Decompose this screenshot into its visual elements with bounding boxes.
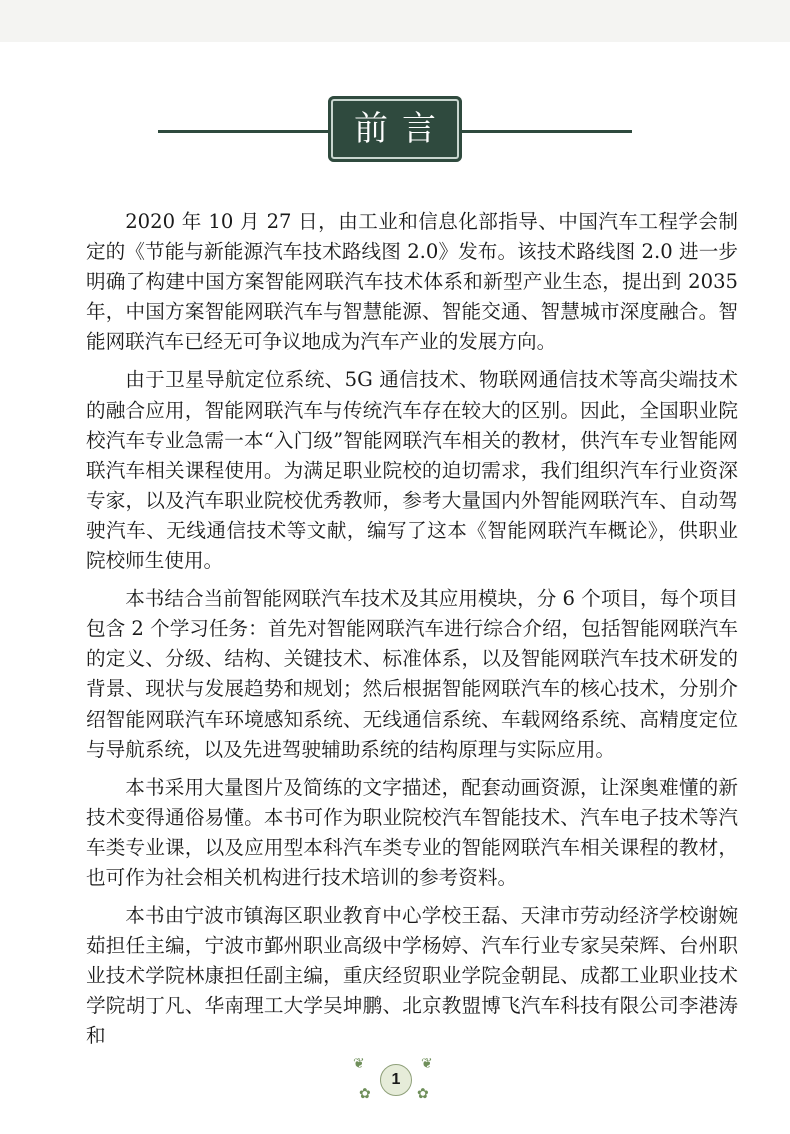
leaf-icon: ✿ [417,1086,429,1102]
page-number: 1 [380,1064,412,1096]
leaf-icon: ❦ [353,1056,365,1072]
paragraph-5: 本书由宁波市镇海区职业教育中心学校王磊、天津市劳动经济学校谢婉茹担任主编，宁波市鄞州职业高级中学杨婷、汽车行业专家吴荣辉、台州职业技术学院林康担任副主编，重庆经贸职业学院金朝昆、成都工业职业技术学院胡丁凡、华南理工大学吴坤鹏、北京教盟博飞汽车科技有限公司李港涛和 [86,904,738,1048]
preface-body [86,207,738,1060]
heading-rule-right [462,130,632,133]
paragraph-1: 2020 年 10 月 27 日，由工业和信息化部指导、中国汽车工程学会制定的《节能与新能源汽车技术路线图 2.0》发布。该技术路线图 2.0 进一步明确了构建中国方案智能网联汽车技术体系和新型产业生态，提出到 2035 年，中国方案智能网联汽车与智慧能源、智能交通、智慧城市深度融合。智能网联汽车已经无可争议地成为汽车产业的发展方向。 [86,210,738,354]
page-top-band [0,0,790,42]
paragraph-3: 本书结合当前智能网联汽车技术及其应用模块，分 6 个项目，每个项目包含 2 个学习任务：首先对智能网联汽车进行综合介绍，包括智能网联汽车的定义、分级、结构、关键技术、标准体系，以及智能网联汽车技术研发的背景、现状与发展趋势和规划；然后根据智能网联汽车的核心技术，分别介绍智能网联汽车环境感知系统、无线通信系统、车载网络系统、高精度定位与导航系统，以及先进驾驶辅助系统的结构原理与实际应用。 [86,587,738,761]
page-number-ornament [345,1052,445,1112]
heading-rule-left [158,130,328,133]
leaf-icon: ✿ [359,1086,371,1102]
paragraph-2: 由于卫星导航定位系统、5G 通信技术、物联网通信技术等高尖端技术的融合应用，智能网联汽车与传统汽车存在较大的区别。因此，全国职业院校汽车专业急需一本“入门级”智能网联汽车相关的教材，供汽车专业智能网联汽车相关课程使用。为满足职业院校的迫切需求，我们组织汽车行业资深专家，以及汽车职业院校优秀教师，参考大量国内外智能网联汽车、自动驾驶汽车、无线通信技术等文献，编写了这本《智能网联汽车概论》，供职业院校师生使用。 [86,368,738,573]
page-title: 前言 [328,96,462,162]
paragraph-4: 本书采用大量图片及简练的文字描述，配套动画资源，让深奥难懂的新技术变得通俗易懂。本书可作为职业院校汽车智能技术、汽车电子技术等汽车类专业课，以及应用型本科汽车类专业的智能网联汽车相关课程的教材，也可作为社会相关机构进行技术培训的参考资料。 [86,775,738,889]
leaf-icon: ❦ [421,1056,433,1072]
chapter-heading [0,96,790,166]
